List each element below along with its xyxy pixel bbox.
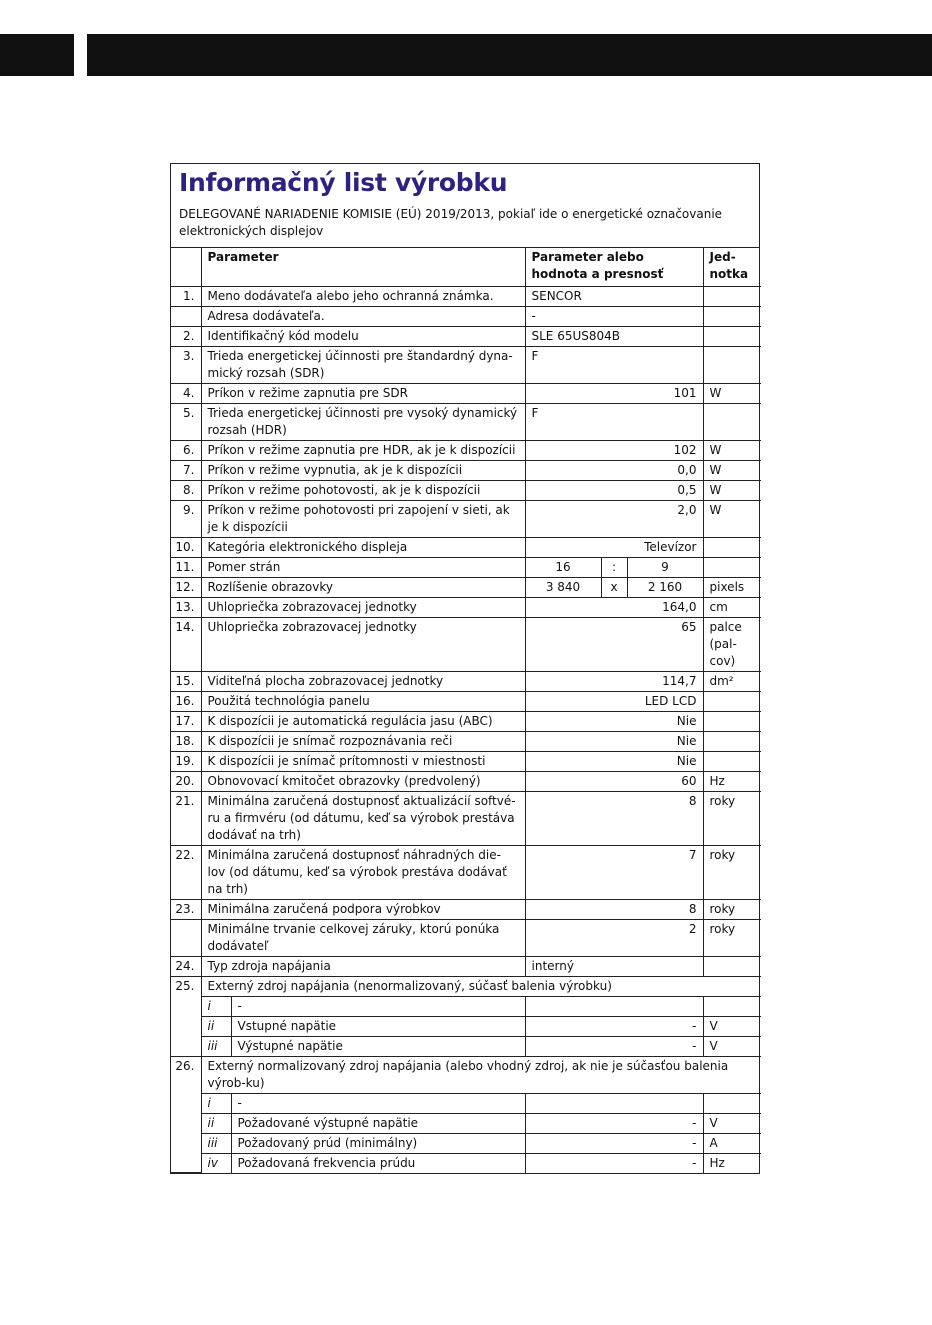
- row-parameter: Uhlopriečka zobrazovacej jednotky: [201, 617, 525, 671]
- row-number: 8.: [171, 480, 201, 500]
- table-row: [171, 791, 761, 845]
- sub-row-value: [525, 1093, 703, 1113]
- table-header-row: [171, 248, 761, 286]
- row-unit: [703, 306, 761, 326]
- table-row: [171, 326, 761, 346]
- row-parameter: Príkon v režime vypnutia, ak je k dispozícii: [201, 460, 525, 480]
- row-unit: W: [703, 383, 761, 403]
- sub-row: [171, 1113, 761, 1133]
- row-number: 20.: [171, 771, 201, 791]
- row-parameter: Adresa dodávateľa.: [201, 306, 525, 326]
- row-unit: pixels: [703, 577, 761, 597]
- sub-row-parameter: Požadovaná frekvencia prúdu: [231, 1153, 525, 1173]
- row-number: 10.: [171, 537, 201, 557]
- table-row: [171, 440, 761, 460]
- row-number: 3.: [171, 346, 201, 383]
- row-value: 8: [525, 899, 703, 919]
- resolution-separator: x: [601, 577, 627, 597]
- sub-row-key: ii: [201, 1016, 231, 1036]
- sub-row-unit: V: [703, 1113, 761, 1133]
- row-unit: cm: [703, 597, 761, 617]
- row-value: 102: [525, 440, 703, 460]
- row-value: 8: [525, 791, 703, 845]
- sub-row: [171, 1036, 761, 1056]
- header-parameter: Parameter: [201, 248, 525, 286]
- row-number: 18.: [171, 731, 201, 751]
- row-unit: W: [703, 480, 761, 500]
- row-number: 4.: [171, 383, 201, 403]
- sub-row-unit: V: [703, 1016, 761, 1036]
- row-number: 26.: [171, 1056, 201, 1173]
- row-unit: [703, 557, 761, 577]
- row-value: Nie: [525, 751, 703, 771]
- sub-row-value: -: [525, 1133, 703, 1153]
- table-row: [171, 845, 761, 899]
- table-row: [171, 899, 761, 919]
- table-row: [171, 537, 761, 557]
- sub-row-value: -: [525, 1036, 703, 1056]
- sub-row-parameter: Výstupné napätie: [231, 1036, 525, 1056]
- table-row: [171, 671, 761, 691]
- row-value: Nie: [525, 711, 703, 731]
- row-parameter: Typ zdroja napájania: [201, 956, 525, 976]
- row-unit: palce (pal-cov): [703, 617, 761, 671]
- row-parameter: Minimálna zaručená dostupnosť aktualizácií softvé-ru a firmvéru (od dátumu, keď sa výrobok prestáva dodávať na trh): [201, 791, 525, 845]
- row-number: 14.: [171, 617, 201, 671]
- row-unit: dm²: [703, 671, 761, 691]
- row-value: -: [525, 306, 703, 326]
- sub-row-key: iv: [201, 1153, 231, 1173]
- row-value: F: [525, 346, 703, 383]
- row-parameter: Príkon v režime zapnutia pre SDR: [201, 383, 525, 403]
- row-unit: [703, 956, 761, 976]
- resolution-height: 2 160: [627, 577, 703, 597]
- row-parameter: Meno dodávateľa alebo jeho ochranná známka.: [201, 286, 525, 306]
- row-unit: [703, 326, 761, 346]
- row-unit: [703, 286, 761, 306]
- row-number: 16.: [171, 691, 201, 711]
- row-value: 60: [525, 771, 703, 791]
- sub-row-value: -: [525, 1113, 703, 1133]
- row-value: 65: [525, 617, 703, 671]
- table-row: [171, 617, 761, 671]
- sub-row: [171, 1153, 761, 1173]
- aspect-height: 9: [627, 557, 703, 577]
- row-value: 0,0: [525, 460, 703, 480]
- row-unit: roky: [703, 845, 761, 899]
- sub-row-parameter: Požadované výstupné napätie: [231, 1113, 525, 1133]
- table-row: [171, 691, 761, 711]
- sheet-header: [171, 164, 759, 248]
- sub-row-key: iii: [201, 1133, 231, 1153]
- table-row: [171, 1056, 761, 1093]
- row-unit: roky: [703, 899, 761, 919]
- row-value: SLE 65US804B: [525, 326, 703, 346]
- row-value: LED LCD: [525, 691, 703, 711]
- table-row: [171, 557, 761, 577]
- table-row: [171, 383, 761, 403]
- sub-row-value: -: [525, 1016, 703, 1036]
- row-number: [171, 919, 201, 956]
- row-number: 19.: [171, 751, 201, 771]
- row-parameter: Minimálne trvanie celkovej záruky, ktorú ponúka dodávateľ: [201, 919, 525, 956]
- row-number: 13.: [171, 597, 201, 617]
- aspect-width: 16: [525, 557, 601, 577]
- row-number: 15.: [171, 671, 201, 691]
- row-unit: [703, 403, 761, 440]
- row-parameter: Príkon v režime pohotovosti pri zapojení v sieti, ak je k dispozícii: [201, 500, 525, 537]
- table-row: [171, 919, 761, 956]
- table-row: [171, 597, 761, 617]
- row-value: 0,5: [525, 480, 703, 500]
- row-parameter: Trieda energetickej účinnosti pre štandardný dyna-mický rozsah (SDR): [201, 346, 525, 383]
- header-unit: Jed-notka: [703, 248, 761, 286]
- row-number: 1.: [171, 286, 201, 306]
- row-unit: roky: [703, 919, 761, 956]
- row-parameter: Použitá technológia panelu: [201, 691, 525, 711]
- row-parameter: Uhlopriečka zobrazovacej jednotky: [201, 597, 525, 617]
- table-row: [171, 460, 761, 480]
- sub-row: [171, 1093, 761, 1113]
- table-row: [171, 306, 761, 326]
- row-parameter: Obnovovací kmitočet obrazovky (predvolený): [201, 771, 525, 791]
- row-value: 2: [525, 919, 703, 956]
- row-parameter: Rozlíšenie obrazovky: [201, 577, 525, 597]
- row-parameter: Príkon v režime zapnutia pre HDR, ak je k dispozícii: [201, 440, 525, 460]
- header-bar-right: [87, 34, 932, 76]
- row-unit: W: [703, 500, 761, 537]
- row-parameter: K dispozícii je automatická regulácia jasu (ABC): [201, 711, 525, 731]
- row-value: 7: [525, 845, 703, 899]
- row-number: 23.: [171, 899, 201, 919]
- row-parameter: Príkon v režime pohotovosti, ak je k dispozícii: [201, 480, 525, 500]
- row-parameter: Trieda energetickej účinnosti pre vysoký dynamický rozsah (HDR): [201, 403, 525, 440]
- row-number: 24.: [171, 956, 201, 976]
- row-value: 101: [525, 383, 703, 403]
- table-row: [171, 346, 761, 383]
- row-number: 21.: [171, 791, 201, 845]
- header-bar-left: [0, 34, 74, 76]
- resolution-width: 3 840: [525, 577, 601, 597]
- row-value: 2,0: [525, 500, 703, 537]
- row-value: Televízor: [525, 537, 703, 557]
- row-parameter: K dispozícii je snímač rozpoznávania reči: [201, 731, 525, 751]
- sub-row-value: [525, 996, 703, 1016]
- table-row: [171, 976, 761, 996]
- row-unit: [703, 731, 761, 751]
- row-value: SENCOR: [525, 286, 703, 306]
- row-parameter: Minimálna zaručená podpora výrobkov: [201, 899, 525, 919]
- sub-row-unit: [703, 996, 761, 1016]
- table-row: [171, 956, 761, 976]
- header-value: Parameter alebo hodnota a presnosť: [525, 248, 703, 286]
- sub-row-parameter: -: [231, 996, 525, 1016]
- row-unit: [703, 711, 761, 731]
- row-number: 22.: [171, 845, 201, 899]
- row-value: F: [525, 403, 703, 440]
- table-row: [171, 771, 761, 791]
- row-parameter: K dispozícii je snímač prítomnosti v miestnosti: [201, 751, 525, 771]
- sub-row-unit: [703, 1093, 761, 1113]
- row-unit: [703, 537, 761, 557]
- sub-row-value: -: [525, 1153, 703, 1173]
- row-parameter: Identifikačný kód modelu: [201, 326, 525, 346]
- sub-row-unit: Hz: [703, 1153, 761, 1173]
- row-unit: [703, 751, 761, 771]
- row-value: 164,0: [525, 597, 703, 617]
- table-row: [171, 577, 761, 597]
- row-number: 5.: [171, 403, 201, 440]
- sub-row-key: ii: [201, 1113, 231, 1133]
- row-number: 9.: [171, 500, 201, 537]
- row-parameter: Externý normalizovaný zdroj napájania (alebo vhodný zdroj, ak nie je súčasťou balenia výrob-ku): [201, 1056, 761, 1093]
- sheet-title: Informačný list výrobku: [179, 168, 508, 197]
- sub-row-key: i: [201, 996, 231, 1016]
- sub-row-unit: V: [703, 1036, 761, 1056]
- sub-row: [171, 996, 761, 1016]
- product-information-sheet: [170, 163, 760, 1174]
- table-row: [171, 711, 761, 731]
- table-row: [171, 480, 761, 500]
- row-value: interný: [525, 956, 703, 976]
- aspect-separator: :: [601, 557, 627, 577]
- row-parameter: Minimálna zaručená dostupnosť náhradných die-lov (od dátumu, keď sa výrobok prestáva dodávať na trh): [201, 845, 525, 899]
- row-number: 6.: [171, 440, 201, 460]
- sub-row: [171, 1016, 761, 1036]
- table-row: [171, 500, 761, 537]
- row-number: [171, 306, 201, 326]
- row-number: 7.: [171, 460, 201, 480]
- sheet-subtitle: DELEGOVANÉ NARIADENIE KOMISIE (EÚ) 2019/2013, pokiaľ ide o energetické označovanie elektronických displejov: [179, 207, 723, 238]
- row-parameter: Pomer strán: [201, 557, 525, 577]
- row-unit: W: [703, 440, 761, 460]
- row-unit: roky: [703, 791, 761, 845]
- row-number: 2.: [171, 326, 201, 346]
- header-number: [171, 248, 201, 286]
- row-number: 12.: [171, 577, 201, 597]
- table-row: [171, 731, 761, 751]
- sub-row-key: i: [201, 1093, 231, 1113]
- row-number: 17.: [171, 711, 201, 731]
- parameter-table: [171, 248, 761, 1173]
- table-row: [171, 286, 761, 306]
- sub-row-parameter: Vstupné napätie: [231, 1016, 525, 1036]
- sub-row-unit: A: [703, 1133, 761, 1153]
- row-parameter: Viditeľná plocha zobrazovacej jednotky: [201, 671, 525, 691]
- row-unit: [703, 346, 761, 383]
- sub-row-parameter: Požadovaný prúd (minimálny): [231, 1133, 525, 1153]
- table-row: [171, 751, 761, 771]
- row-parameter: Externý zdroj napájania (nenormalizovaný, súčasť balenia výrobku): [201, 976, 761, 996]
- row-parameter: Kategória elektronického displeja: [201, 537, 525, 557]
- row-unit: [703, 691, 761, 711]
- table-row: [171, 403, 761, 440]
- sub-row-key: iii: [201, 1036, 231, 1056]
- row-value: 114,7: [525, 671, 703, 691]
- row-unit: Hz: [703, 771, 761, 791]
- row-value: Nie: [525, 731, 703, 751]
- sub-row-parameter: -: [231, 1093, 525, 1113]
- row-unit: W: [703, 460, 761, 480]
- row-number: 11.: [171, 557, 201, 577]
- sub-row: [171, 1133, 761, 1153]
- row-number: 25.: [171, 976, 201, 1056]
